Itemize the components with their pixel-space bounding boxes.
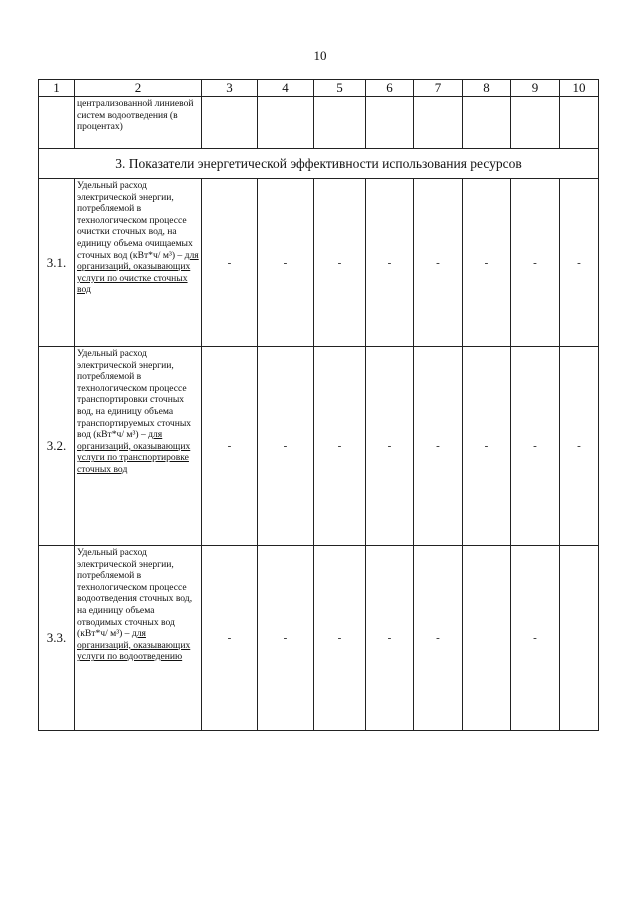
header-cell: 6 (366, 80, 414, 97)
header-cell: 4 (258, 80, 314, 97)
value-cell: - (202, 546, 258, 731)
empty-cell (366, 97, 414, 149)
description-underlined: для организаций, оказывающих услуги по водоотведению (77, 628, 191, 663)
value-cell: - (366, 179, 414, 347)
value-cell (560, 546, 599, 731)
value-cell: - (366, 347, 414, 546)
continuation-row (39, 97, 599, 149)
table-row (39, 347, 599, 546)
section-row (39, 149, 599, 179)
indicators-table (38, 79, 599, 731)
table-row (39, 179, 599, 347)
row-description (75, 546, 202, 731)
empty-cell (202, 97, 258, 149)
description-underlined: для организаций, оказывающих услуги по транспортировке сточных вод (77, 429, 191, 475)
value-cell: - (258, 347, 314, 546)
page-number: 10 (313, 48, 327, 63)
value-cell: - (314, 546, 366, 731)
row-number: 3.1. (39, 179, 75, 347)
continuation-text: централизованной линиевой систем водоотведения (в процентах) (75, 97, 202, 149)
value-cell: - (511, 546, 560, 731)
value-cell (463, 546, 511, 731)
empty-cell (463, 97, 511, 149)
value-cell: - (560, 347, 599, 546)
value-cell: - (511, 347, 560, 546)
row-number: 3.3. (39, 546, 75, 731)
row-description (75, 347, 202, 546)
header-cell: 2 (75, 80, 202, 97)
value-cell: - (560, 179, 599, 347)
value-cell: - (202, 347, 258, 546)
table-row (39, 546, 599, 731)
header-cell: 5 (314, 80, 366, 97)
description-text: Удельный расход электрической энергии, потребляемой в технологическом процессе транспортировки сточных вод, на единицу объема транспортируемых сточных вод (кВт*ч/ м³) – (77, 348, 192, 441)
value-cell: - (511, 179, 560, 347)
description-underlined: для организаций, оказывающих услуги по очистке сточных вод (77, 249, 199, 296)
value-cell: - (202, 179, 258, 347)
empty-cell (314, 97, 366, 149)
empty-cell (560, 97, 599, 149)
description-text: Удельный расход электрической энергии, потребляемой в технологическом процессе водоотведения сточных вод, на единицу объема отводимых сточных вод (кВт*ч/ м³) – (77, 547, 193, 640)
value-cell: - (314, 347, 366, 546)
value-cell: - (414, 546, 463, 731)
section-title: 3. Показатели энергетической эффективности использования ресурсов (39, 149, 599, 179)
row-description (75, 179, 202, 347)
header-cell: 9 (511, 80, 560, 97)
header-cell: 8 (463, 80, 511, 97)
header-cell: 7 (414, 80, 463, 97)
empty-cell (414, 97, 463, 149)
value-cell: - (258, 179, 314, 347)
description-text: Удельный расход электрической энергии, потребляемой в технологическом процессе очистки сточных вод, на единицу объема очищаемых сточных вод (кВт*ч/ м³) – (77, 180, 193, 261)
header-cell: 3 (202, 80, 258, 97)
value-cell: - (258, 546, 314, 731)
empty-cell (511, 97, 560, 149)
header-cell: 10 (560, 80, 599, 97)
header-cell: 1 (39, 80, 75, 97)
value-cell: - (463, 347, 511, 546)
row-number: 3.2. (39, 347, 75, 546)
value-cell: - (463, 179, 511, 347)
empty-cell (258, 97, 314, 149)
value-cell: - (314, 179, 366, 347)
value-cell: - (414, 347, 463, 546)
header-row (39, 80, 599, 97)
empty-cell (39, 97, 75, 149)
value-cell: - (366, 546, 414, 731)
value-cell: - (414, 179, 463, 347)
